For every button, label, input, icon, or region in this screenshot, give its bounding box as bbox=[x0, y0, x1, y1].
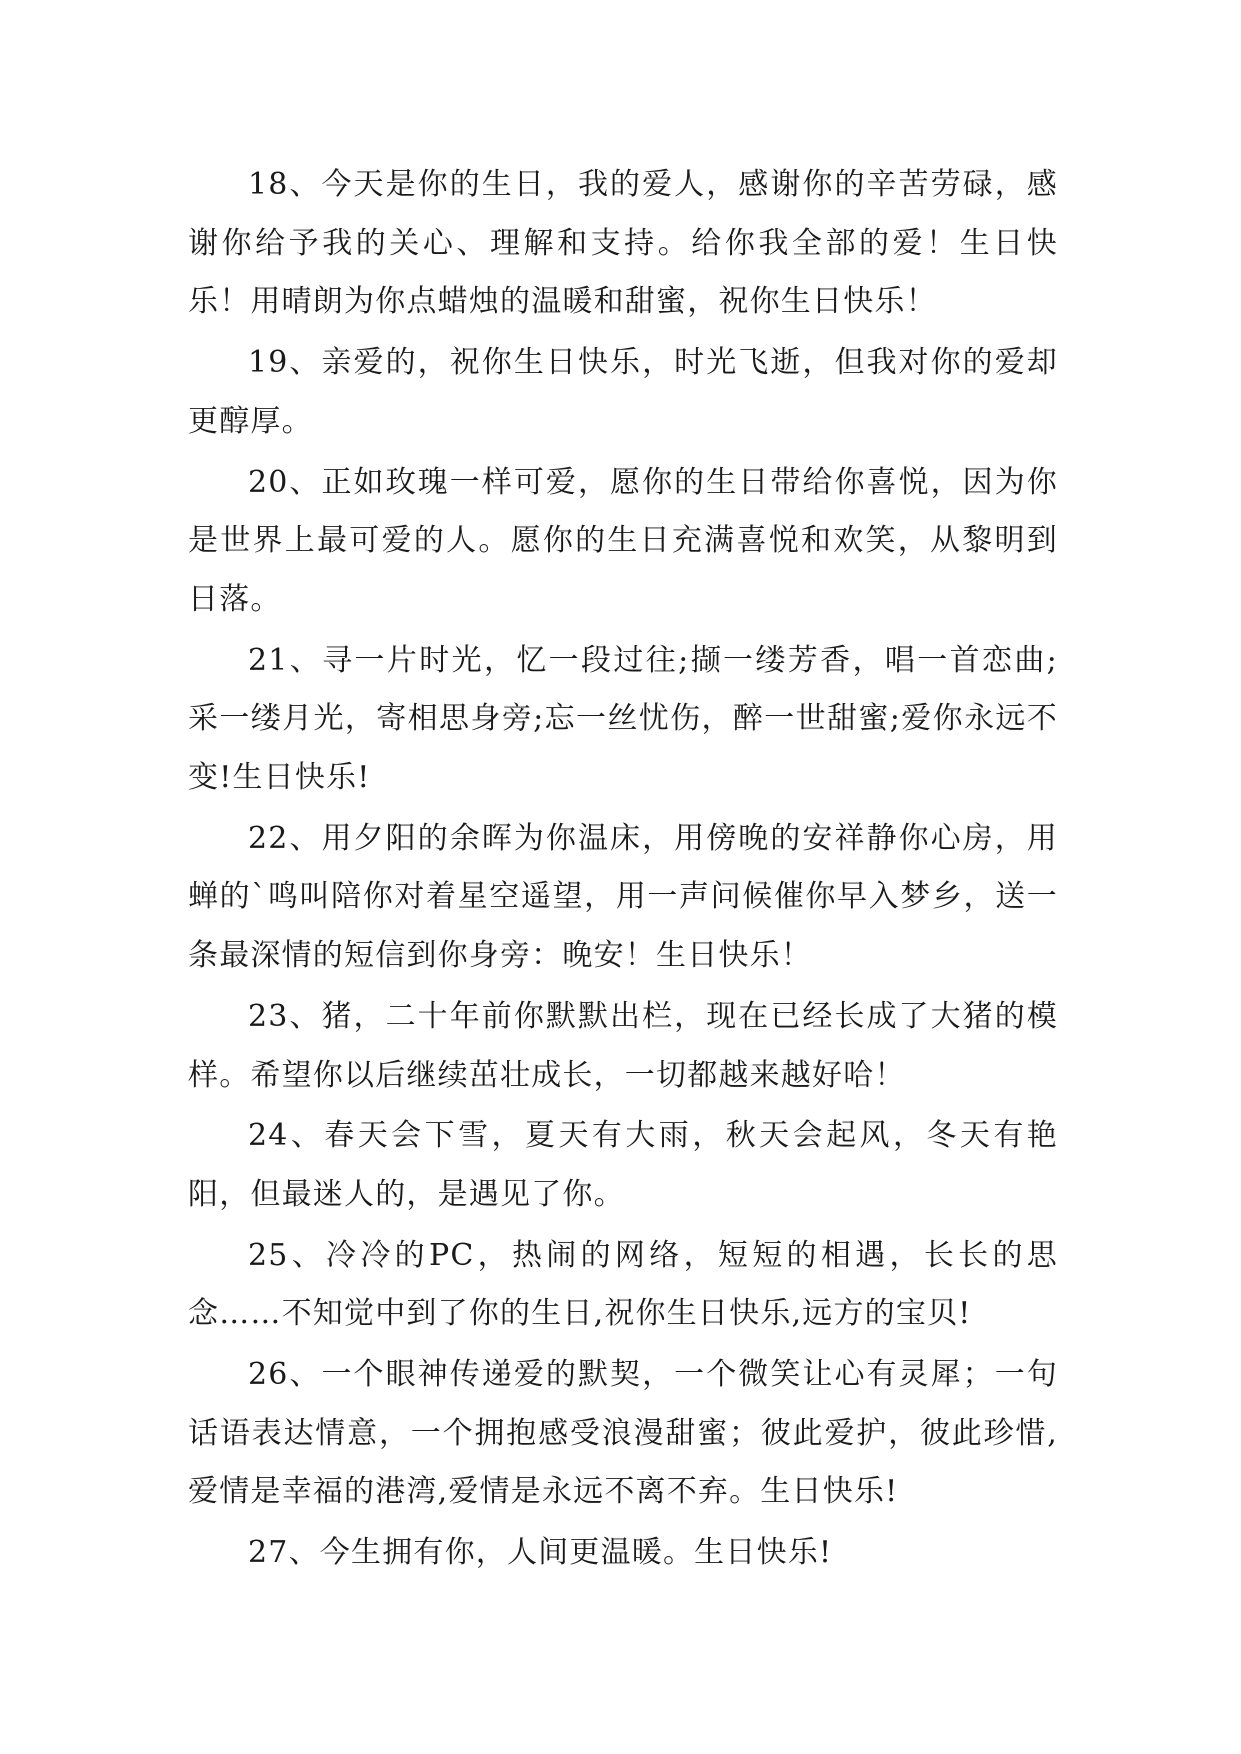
paragraph-26: 26、一个眼神传递爱的默契，一个微笑让心有灵犀；一句话语表达情意，一个拥抱感受浪漫甜蜜；彼此爱护，彼此珍惜,爱情是幸福的港湾,爱情是永远不离不弃。生日快乐! bbox=[188, 1357, 1058, 1510]
paragraph-19: 19、亲爱的，祝你生日快乐，时光飞逝，但我对你的爱却更醇厚。 bbox=[188, 345, 1058, 439]
paragraph-25: 25、冷冷的PC，热闹的网络，短短的相遇，长长的思念……不知觉中到了你的生日,祝你生日快乐,远方的宝贝! bbox=[188, 1237, 1058, 1332]
paragraph-23: 23、猪，二十年前你默默出栏，现在已经长成了大猪的模样。希望你以后继续茁壮成长，一切都越来越好哈！ bbox=[188, 998, 1058, 1093]
paragraph-21: 21、寻一片时光，忆一段过往;撷一缕芳香，唱一首恋曲;采一缕月光，寄相思身旁;忘一丝忧伤，醉一世甜蜜;爱你永远不变!生日快乐! bbox=[188, 642, 1058, 796]
paragraph-27: 27、今生拥有你，人间更温暖。生日快乐! bbox=[248, 1535, 833, 1571]
paragraph-22: 22、用夕阳的余晖为你温床，用傍晚的安祥静你心房，用蝉的`鸣叫陪你对着星空遥望，用一声问候催你早入梦乡，送一条最深情的短信到你身旁：晚安！生日快乐！ bbox=[188, 820, 1058, 974]
paragraph-18: 18、今天是你的生日，我的爱人，感谢你的辛苦劳碌，感谢你给予我的关心、理解和支持。给你我全部的爱！生日快乐！用晴朗为你点蜡烛的温暖和甜蜜，祝你生日快乐！ bbox=[188, 167, 1058, 320]
paragraph-20: 20、正如玫瑰一样可爱，愿你的生日带给你喜悦，因为你是世界上最可爱的人。愿你的生日充满喜悦和欢笑，从黎明到日落。 bbox=[188, 464, 1058, 617]
document-body bbox=[188, 156, 1058, 1585]
paragraph-24: 24、春天会下雪，夏天有大雨，秋天会起风，冬天有艳阳，但最迷人的，是遇见了你。 bbox=[188, 1118, 1058, 1212]
